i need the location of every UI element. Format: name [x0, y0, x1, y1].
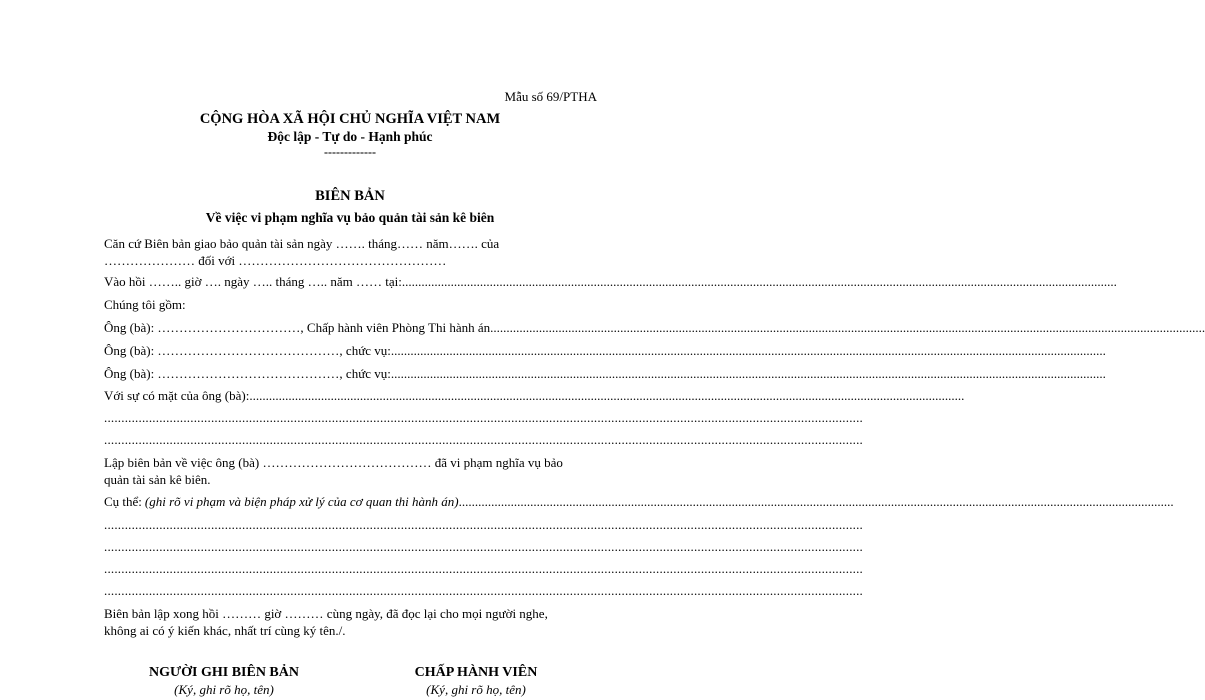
- enforcer-signature-title: CHẤP HÀNH VIÊN: [414, 665, 538, 680]
- presence-line: [104, 388, 965, 404]
- presence-blank-1: ............................................................................................................................................................................................................................: [104, 410, 863, 425]
- we-include-line: Chúng tôi gồm:: [104, 297, 186, 312]
- presence-blank-2: ............................................................................................................................................................................................................................: [104, 432, 863, 447]
- enforcer-signature-note: (Ký, ghi rõ họ, tên): [426, 682, 526, 697]
- details-line: [104, 494, 1174, 510]
- form-number: Mẫu số 69/PTHA: [504, 89, 597, 104]
- time-place-text: Vào hồi …….. giờ …. ngày ….. tháng ….. năm …… tại:: [104, 274, 402, 289]
- presence-text: Với sự có mặt của ông (bà):: [104, 388, 250, 403]
- national-title: CỘNG HÒA XÃ HỘI CHỦ NGHĨA VIỆT NAM: [199, 111, 501, 127]
- basis-line-2: ………………… đối với …………………………………………: [104, 253, 447, 268]
- member-3-text: Ông (bà): ……………………………………, chức vụ:: [104, 366, 391, 381]
- member-3-dots: ............................................................................................................................................................................................................................: [390, 366, 1106, 381]
- details-blank-4: ............................................................................................................................................................................................................................: [104, 583, 863, 598]
- details-blank-1: ............................................................................................................................................................................................................................: [104, 517, 863, 532]
- details-blank-3: ............................................................................................................................................................................................................................: [104, 561, 863, 576]
- recorder-signature-title: NGƯỜI GHI BIÊN BẢN: [148, 665, 299, 680]
- member-2-line: [104, 343, 1106, 359]
- closing-line-2: không ai có ý kiến khác, nhất trí cùng ký tên./.: [104, 623, 346, 638]
- motto-underline: -------------: [324, 145, 376, 159]
- details-dots: ............................................................................................................................................................................................................................: [458, 494, 1174, 509]
- time-place-line: [104, 274, 1117, 290]
- member-1-line: [104, 320, 1205, 336]
- national-motto: Độc lập - Tự do - Hạnh phúc: [267, 129, 433, 144]
- member-1-text: Ông (bà): ……………………………, Chấp hành viên Phòng Thi hành án: [104, 320, 491, 335]
- member-3-line: [104, 366, 1106, 382]
- record-violation-line-2: quản tài sản kê biên.: [104, 472, 211, 487]
- presence-dots: ............................................................................................................................................................................................................................: [249, 388, 965, 403]
- member-1-dots: ............................................................................................................................................................................................................................: [490, 320, 1205, 335]
- basis-line-1: Căn cứ Biên bản giao bảo quản tài sản ngày ……. tháng…… năm……. của: [104, 236, 500, 251]
- member-2-text: Ông (bà): ……………………………………, chức vụ:: [104, 343, 391, 358]
- document-title: BIÊN BẢN: [315, 188, 385, 204]
- member-2-dots: ............................................................................................................................................................................................................................: [390, 343, 1106, 358]
- time-place-dots: ............................................................................................................................................................................................................................: [401, 274, 1117, 289]
- details-hint: (ghi rõ vi phạm và biện pháp xử lý của cơ quan thi hành án): [144, 494, 459, 509]
- details-blank-2: ............................................................................................................................................................................................................................: [104, 539, 863, 554]
- details-label: Cụ thể:: [104, 494, 142, 509]
- recorder-signature-note: (Ký, ghi rõ họ, tên): [174, 682, 274, 697]
- document-subtitle: Về việc vi phạm nghĩa vụ bảo quản tài sản kê biên: [205, 210, 495, 225]
- record-violation-line-1: Lập biên bản về việc ông (bà) ………………………………… đã vi phạm nghĩa vụ bảo: [104, 455, 563, 470]
- closing-line-1: Biên bản lập xong hồi ……… giờ ……… cùng ngày, đã đọc lại cho mọi người nghe,: [104, 606, 548, 621]
